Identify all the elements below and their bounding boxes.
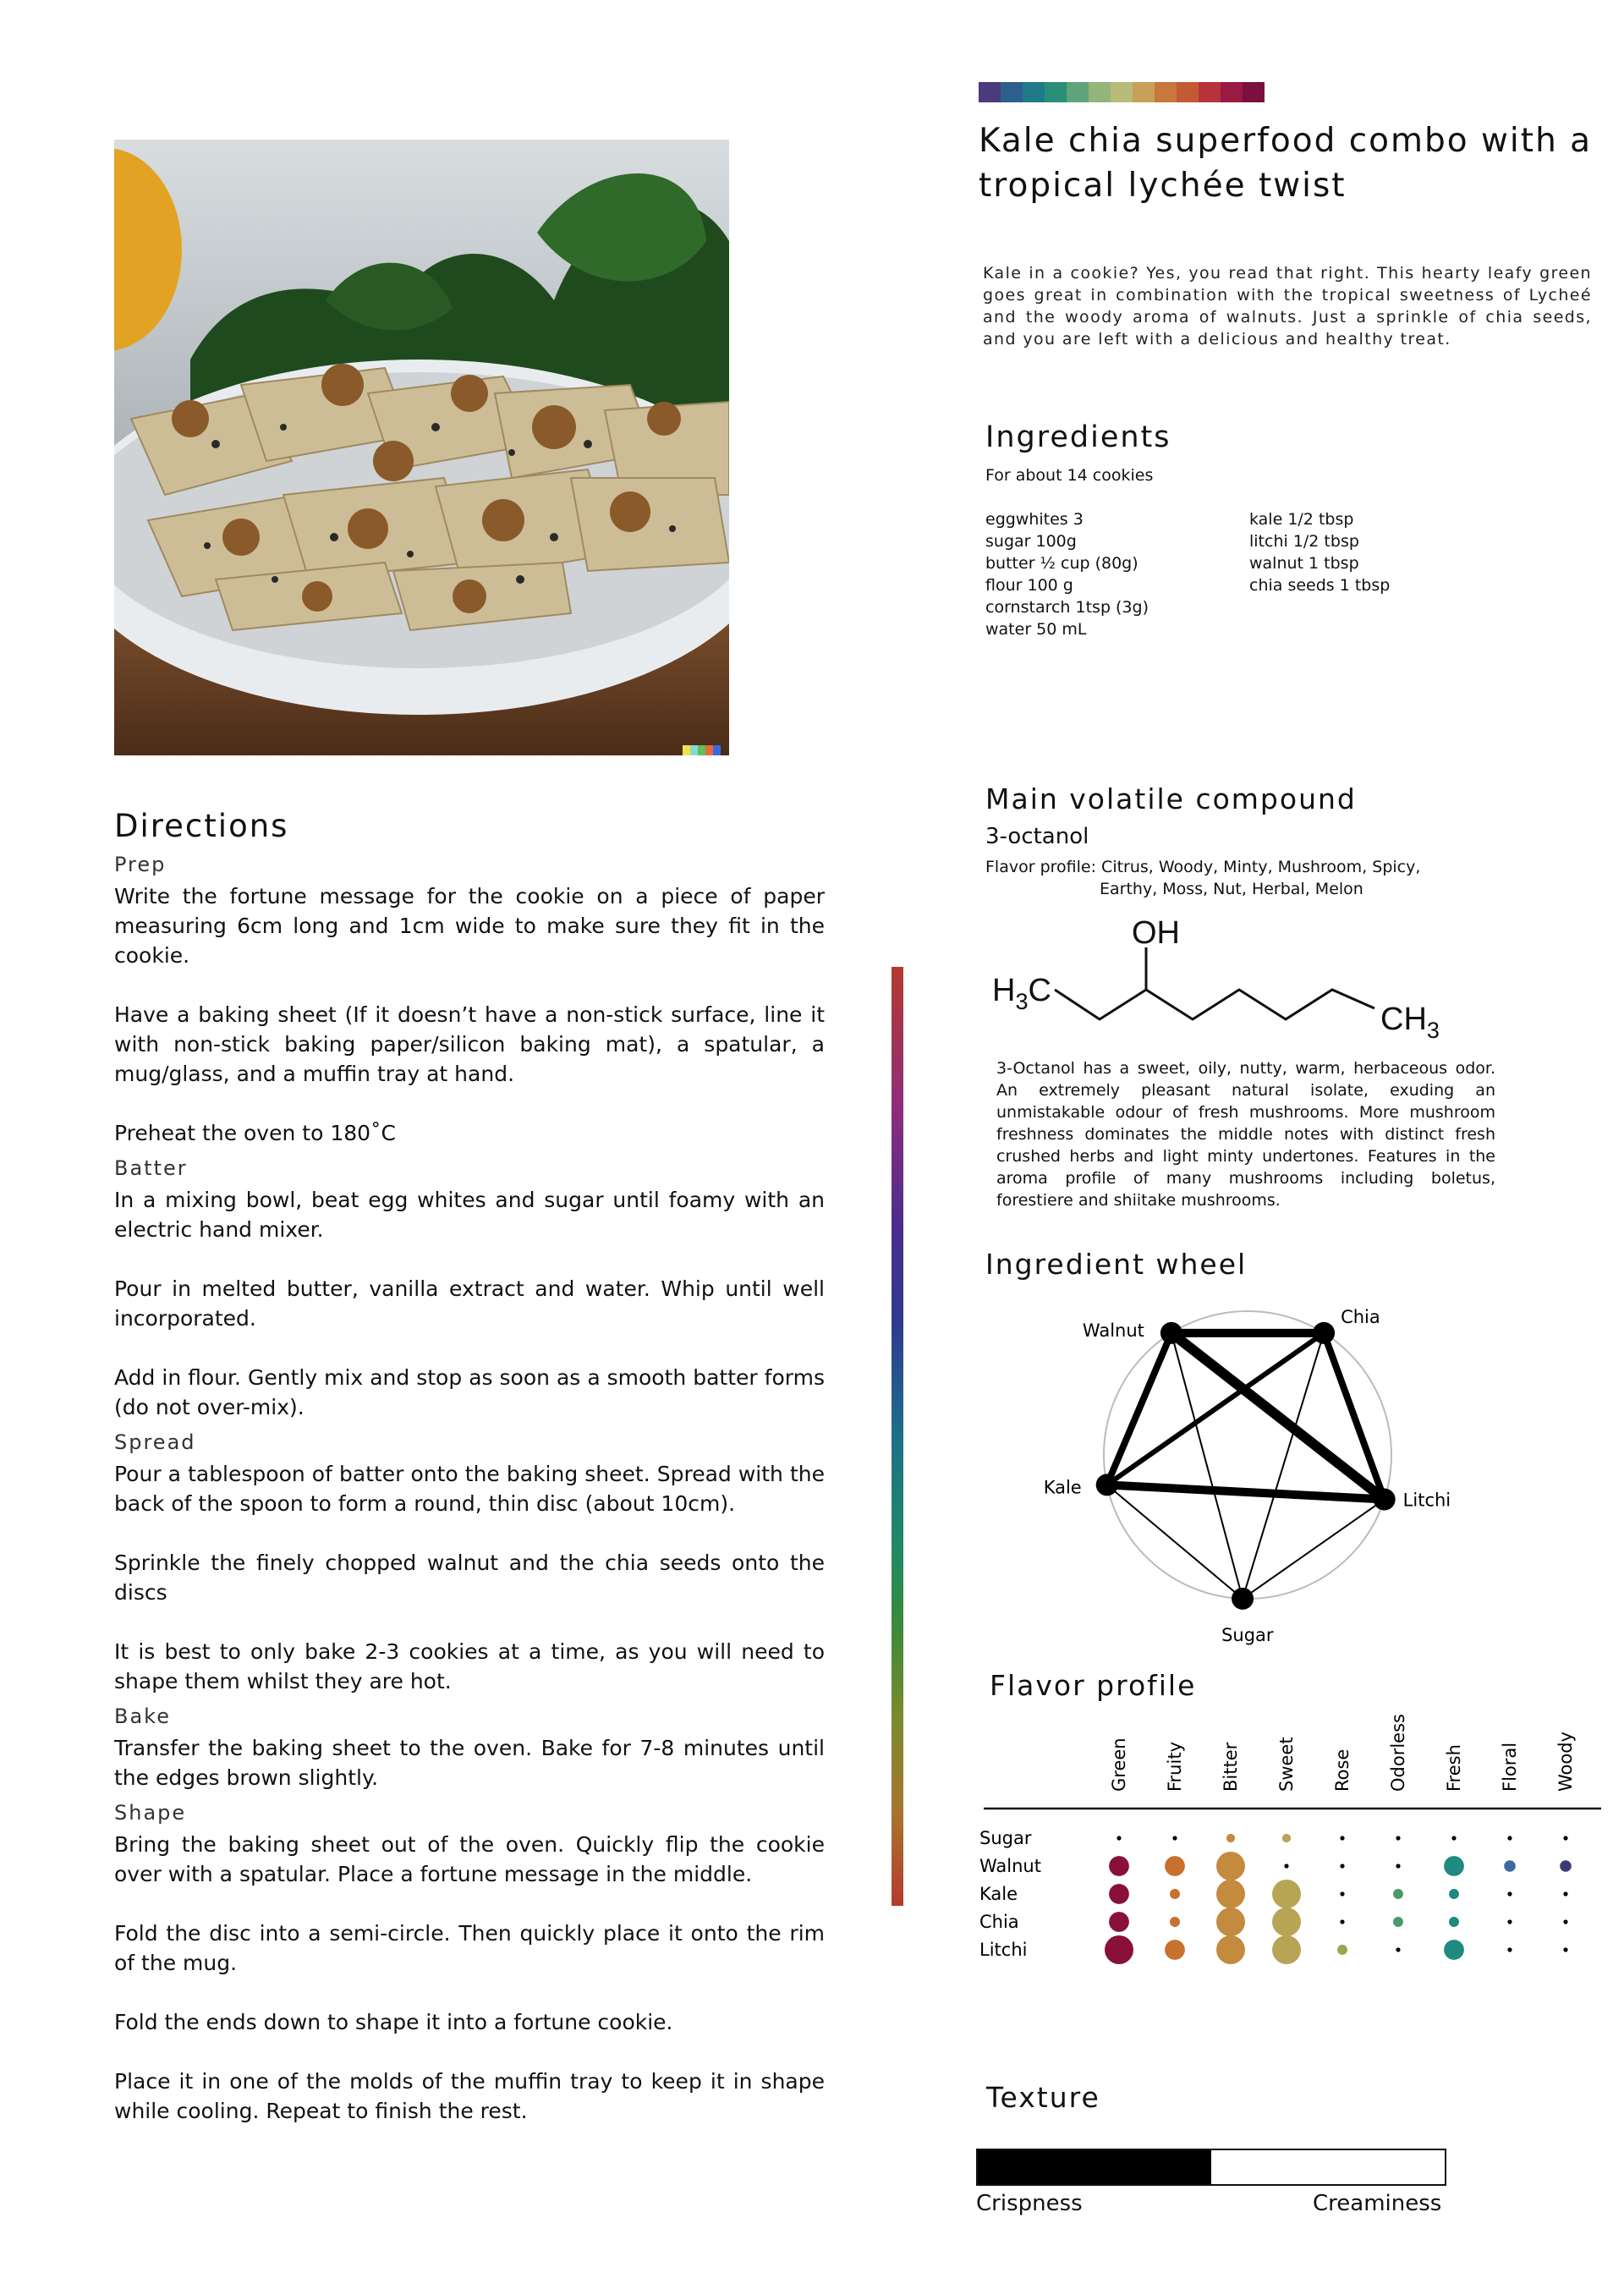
direction-subheading: Prep <box>114 853 167 876</box>
flavor-bubble <box>1109 1912 1129 1932</box>
flavor-bubble <box>1216 1852 1245 1880</box>
flavor-bubble <box>1109 1856 1129 1876</box>
directions-heading: Directions <box>114 808 289 844</box>
palette-swatch <box>1089 82 1111 102</box>
palette-swatch <box>979 82 1001 102</box>
ingredient-item: walnut 1 tbsp <box>1249 554 1359 573</box>
flavor-bubble <box>1340 1919 1344 1924</box>
flavor-bubble <box>1272 1908 1301 1936</box>
compound-name: 3-octanol <box>985 824 1089 849</box>
flavor-bubble <box>1563 1891 1567 1896</box>
gradient-divider <box>892 967 903 1906</box>
wheel-heading: Ingredient wheel <box>985 1248 1248 1281</box>
flavor-column-label: Sweet <box>1276 1737 1297 1792</box>
texture-bar <box>976 2149 1446 2186</box>
ingredients-section <box>985 420 1577 640</box>
flavor-bubble <box>1172 1836 1177 1840</box>
ingredient-item: sugar 100g <box>985 532 1077 551</box>
ingredients-list-right <box>1249 508 1390 640</box>
recipe-intro: Kale in a cookie? Yes, you read that right. This hearty leafy green goes great in combination with the tropical sweetness of Lycheé and the woody aroma of walnuts. Just a sprinkle of chia seeds, and you are left with a delicious and healthy treat. <box>983 264 1592 349</box>
wheel-node <box>1313 1322 1335 1344</box>
compound-flavor <box>985 856 1594 900</box>
palette-swatch <box>1001 82 1023 102</box>
right-methyl-label: $CH_3$ <box>1380 1002 1440 1043</box>
flavor-bubble <box>1396 1864 1400 1868</box>
direction-subheading: Shape <box>114 1801 187 1825</box>
flavor-column-label: Green <box>1109 1737 1129 1792</box>
ingredient-item: litchi 1/2 tbsp <box>1249 532 1359 551</box>
flavor-row-label: Walnut <box>979 1856 1041 1876</box>
palette-swatch <box>1221 82 1243 102</box>
direction-step: Place it in one of the molds of the muffin tray to keep it in shape while cooling. Repeat to finish the rest. <box>114 2069 825 2123</box>
direction-subheading: Bake <box>114 1704 171 1728</box>
flavor-bubble <box>1337 1945 1347 1955</box>
color-palette <box>979 82 1265 102</box>
wheel-edge <box>1243 1333 1324 1599</box>
flavor-line-1: Citrus, Woody, Minty, Mushroom, Spicy, <box>1101 858 1421 876</box>
wheel-edge <box>1243 1500 1385 1599</box>
compound-heading: Main volatile compound <box>985 782 1357 815</box>
flavor-bubble <box>1272 1935 1301 1964</box>
flavor-bubble <box>1340 1864 1344 1868</box>
flavor-bubble <box>1449 1889 1459 1899</box>
recipe-title: Kale chia superfood combo with a tropical lychée twist <box>979 122 1593 205</box>
oh-label: OH <box>1132 915 1180 951</box>
flavor-bubble <box>1393 1889 1403 1899</box>
flavor-column-label: Floral <box>1500 1742 1520 1792</box>
direction-step: In a mixing bowl, beat egg whites and sugar until foamy with an electric hand mixer. <box>114 1188 825 1242</box>
ingredient-wheel-chart <box>1040 1290 1480 1645</box>
flavor-bubble <box>1563 1836 1567 1840</box>
carbon-chain <box>1055 990 1374 1019</box>
ingredients-list-left <box>985 508 1249 640</box>
palette-swatch <box>1067 82 1089 102</box>
direction-step: Fold the ends down to shape it into a fortune cookie. <box>114 2010 673 2034</box>
wheel-node-label: Walnut <box>1082 1320 1144 1341</box>
flavor-bubble <box>1560 1860 1572 1872</box>
flavor-row-label: Chia <box>979 1912 1019 1932</box>
direction-step: It is best to only bake 2-3 cookies at a time, as you will need to shape them whilst they are hot. <box>114 1639 825 1693</box>
flavor-bubble <box>1272 1880 1301 1908</box>
wheel-node <box>1232 1588 1254 1610</box>
flavor-bubble <box>1393 1917 1403 1927</box>
flavor-bubble <box>1396 1947 1400 1951</box>
ingredient-item: chia seeds 1 tbsp <box>1249 576 1391 595</box>
flavor-bubble <box>1507 1947 1512 1951</box>
direction-step: Pour in melted butter, vanilla extract and water. Whip until well incorporated. <box>114 1276 825 1331</box>
flavor-bubble <box>1284 1864 1288 1868</box>
direction-step: Fold the disc into a semi-circle. Then quickly place it onto the rim of the mug. <box>114 1921 825 1975</box>
compound-description: 3-Octanol has a sweet, oily, nutty, warm, herbaceous odor. An extremely pleasant natural isolate, exuding an unmistakable odour of fresh mushrooms. More mushroom freshness dominates the middle notes with distinct fresh crushed herbs and light minty undertones. Features in the aroma profile of many mushrooms including boletus, forestiere and shiitake mushrooms. <box>996 1059 1495 1210</box>
palette-swatch <box>1111 82 1133 102</box>
flavor-bubble <box>1507 1919 1512 1924</box>
compound-section <box>985 782 1594 900</box>
flavor-bubble <box>1170 1889 1180 1899</box>
flavor-column-label: Rose <box>1332 1748 1352 1792</box>
ingredients-heading: Ingredients <box>985 420 1171 454</box>
ingredients-yield: For about 14 cookies <box>985 466 1154 485</box>
flavor-bubble <box>1216 1908 1245 1936</box>
flavor-column-label: Odorless <box>1388 1714 1408 1792</box>
direction-step: Add in flour. Gently mix and stop as soon as a smooth batter forms (do not over-mix). <box>114 1365 825 1419</box>
flavor-bubble <box>1226 1834 1235 1842</box>
wheel-node <box>1160 1322 1182 1344</box>
ingredient-item: flour 100 g <box>985 576 1073 595</box>
flavor-bubble <box>1116 1836 1121 1840</box>
flavor-bubble <box>1282 1834 1291 1842</box>
left-methyl-label: $H_3C$ <box>992 973 1051 1014</box>
palette-swatch <box>1045 82 1067 102</box>
direction-subheading: Spread <box>114 1430 196 1454</box>
cookie-photo-illustration <box>114 140 729 755</box>
flavor-profile-chart <box>977 1709 1603 1988</box>
directions-section <box>114 808 825 2134</box>
flavor-bubble <box>1507 1891 1512 1896</box>
palette-swatch <box>1133 82 1155 102</box>
direction-subheading: Batter <box>114 1156 188 1180</box>
flavor-bubble <box>1216 1935 1245 1964</box>
direction-step: Preheat the oven to 180˚C <box>114 1121 396 1145</box>
flavor-bubble <box>1165 1940 1185 1960</box>
flavor-bubble <box>1396 1836 1400 1840</box>
flavor-bubble <box>1563 1919 1567 1924</box>
direction-step: Transfer the baking sheet to the oven. Bake for 7-8 minutes until the edges brown slightly. <box>114 1736 825 1790</box>
flavor-bubble <box>1444 1940 1464 1960</box>
palette-swatch <box>1177 82 1199 102</box>
wheel-node-label: Chia <box>1341 1306 1380 1327</box>
flavor-bubble <box>1444 1856 1464 1876</box>
flavor-line-2: Earthy, Moss, Nut, Herbal, Melon <box>1100 880 1363 898</box>
flavor-column-label: Fresh <box>1444 1744 1464 1792</box>
flavor-column-label: Bitter <box>1221 1742 1241 1792</box>
direction-step: Have a baking sheet (If it doesn’t have a non-stick surface, line it with non-stick baking paper/silicon baking mat), a spatular, a mug/glass, and a muffin tray at hand. <box>114 1002 825 1086</box>
flavor-row-label: Kale <box>979 1884 1018 1904</box>
flavor-bubble <box>1105 1935 1133 1964</box>
flavor-bubble <box>1504 1860 1516 1872</box>
flavor-bubble <box>1340 1836 1344 1840</box>
direction-step: Sprinkle the finely chopped walnut and the chia seeds onto the discs <box>114 1551 825 1605</box>
palette-swatch <box>1199 82 1221 102</box>
flavor-bubble <box>1216 1880 1245 1908</box>
wheel-edge <box>1171 1333 1243 1599</box>
wheel-node-label: Sugar <box>1221 1624 1274 1645</box>
cookie-photo <box>114 140 729 755</box>
flavor-bubble <box>1449 1917 1459 1927</box>
palette-swatch <box>1243 82 1265 102</box>
crispness-fill <box>978 2150 1211 2184</box>
direction-step: Write the fortune message for the cookie on a piece of paper measuring 6cm long and 1cm wide to make sure they fit in the cookie. <box>114 884 825 968</box>
creaminess-label: Creaminess <box>1313 2191 1442 2216</box>
flavor-bubble <box>1507 1836 1512 1840</box>
wheel-node-label: Kale <box>1043 1477 1082 1498</box>
flavor-profile-heading: Flavor profile <box>990 1669 1197 1702</box>
flavor-bubble <box>1340 1891 1344 1896</box>
flavor-bubble <box>1563 1947 1567 1951</box>
ingredient-item: cornstarch 1tsp (3g) <box>985 598 1149 617</box>
flavor-column-label: Fruity <box>1165 1742 1185 1792</box>
direction-step: Pour a tablespoon of batter onto the baking sheet. Spread with the back of the spoon to form a round, thin disc (about 10cm). <box>114 1462 825 1516</box>
wheel-node <box>1096 1474 1118 1496</box>
wheel-edge <box>1107 1485 1385 1499</box>
flavor-row-label: Sugar <box>979 1828 1032 1848</box>
molecule-structure <box>985 901 1459 1053</box>
palette-swatch <box>1023 82 1045 102</box>
flavor-bubble <box>1451 1836 1456 1840</box>
flavor-row-label: Litchi <box>979 1940 1028 1960</box>
flavor-bubble <box>1170 1917 1180 1927</box>
flavor-bubble <box>1109 1884 1129 1904</box>
wheel-node <box>1374 1489 1396 1511</box>
crispness-label: Crispness <box>976 2191 1083 2216</box>
ingredient-item: water 50 mL <box>985 620 1087 639</box>
wheel-node-label: Litchi <box>1402 1490 1451 1511</box>
flavor-bubble <box>1165 1856 1185 1876</box>
ingredient-item: kale 1/2 tbsp <box>1249 510 1354 529</box>
ingredient-item: eggwhites 3 <box>985 510 1084 529</box>
ingredient-item: butter ½ cup (80g) <box>985 554 1138 573</box>
texture-heading: Texture <box>986 2081 1100 2114</box>
wheel-edge <box>1107 1485 1243 1599</box>
flavor-column-label: Woody <box>1555 1732 1576 1792</box>
flavor-label: Flavor profile: <box>985 858 1096 876</box>
direction-step: Bring the baking sheet out of the oven. Quickly flip the cookie over with a spatular. Place a fortune message in the middle. <box>114 1832 825 1886</box>
palette-swatch <box>1155 82 1177 102</box>
